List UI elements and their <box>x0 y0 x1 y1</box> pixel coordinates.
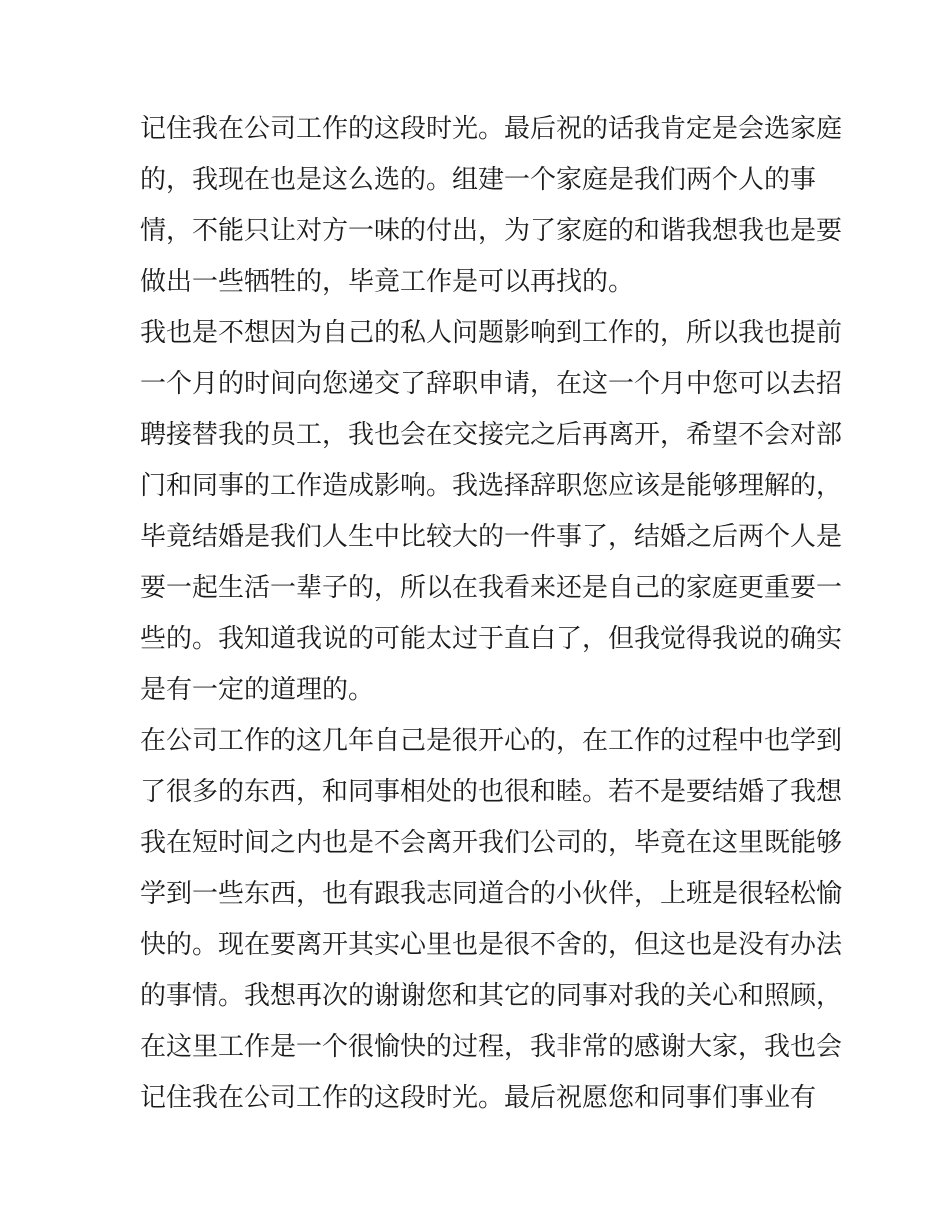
text-line: 的事情。我想再次的谢谢您和其它的同事对我的关心和照顾， <box>140 981 843 1011</box>
text-line: 的，我现在也是这么选的。组建一个家庭是我们两个人的事 <box>140 165 817 195</box>
text-line: 我在短时间之内也是不会离开我们公司的，毕竟在这里既能够 <box>140 828 843 858</box>
text-line: 情，不能只让对方一味的付出，为了家庭的和谐我想我也是要 <box>140 216 843 246</box>
document-body <box>140 104 843 1124</box>
text-line: 记住我在公司工作的这段时光。最后祝的话我肯定是会选家庭 <box>140 114 843 144</box>
text-line: 我也是不想因为自己的私人问题影响到工作的，所以我也提前 <box>140 318 843 348</box>
text-line: 些的。我知道我说的可能太过于直白了，但我觉得我说的确实 <box>140 624 843 654</box>
text-line: 学到一些东西，也有跟我志同道合的小伙伴，上班是很轻松愉 <box>140 879 843 909</box>
text-line: 要一起生活一辈子的，所以在我看来还是自己的家庭更重要一 <box>140 573 843 603</box>
text-line: 毕竟结婚是我们人生中比较大的一件事了，结婚之后两个人是 <box>140 522 843 552</box>
text-line: 门和同事的工作造成影响。我选择辞职您应该是能够理解的， <box>140 471 843 501</box>
text-line: 了很多的东西，和同事相处的也很和睦。若不是要结婚了我想 <box>140 777 843 807</box>
text-line: 一个月的时间向您递交了辞职申请，在这一个月中您可以去招 <box>140 369 843 399</box>
text-line: 在这里工作是一个很愉快的过程，我非常的感谢大家，我也会 <box>140 1032 843 1062</box>
text-line: 做出一些牺牲的，毕竟工作是可以再找的。 <box>140 267 635 297</box>
text-line: 在公司工作的这几年自己是很开心的，在工作的过程中也学到 <box>140 726 843 756</box>
text-line: 记住我在公司工作的这段时光。最后祝愿您和同事们事业有 <box>140 1083 817 1113</box>
text-line: 是有一定的道理的。 <box>140 675 375 705</box>
text-line: 快的。现在要离开其实心里也是很不舍的，但这也是没有办法 <box>140 930 843 960</box>
text-line: 聘接替我的员工，我也会在交接完之后再离开，希望不会对部 <box>140 420 843 450</box>
